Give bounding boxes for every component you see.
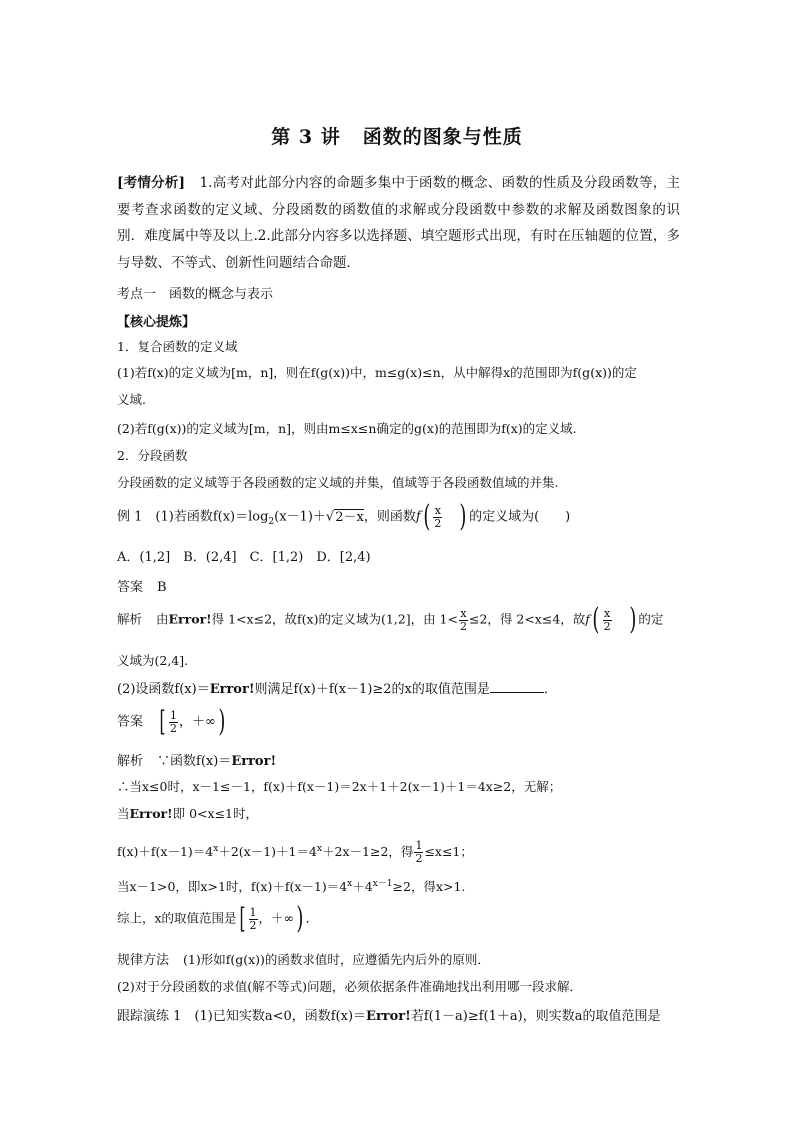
solution-2-conclusion [117, 901, 687, 936]
solution-2-line-3 [117, 840, 687, 865]
analysis-paragraph [117, 170, 680, 276]
left-paren: ( [422, 499, 431, 534]
s2l2-t1: 当 [117, 806, 130, 821]
solution-2-line-1: ∴当x≤0时，x－1≤－1，f(x)＋f(x－1)＝2x＋1＋2(x－1)＋1＝4x≥2，无解； [117, 779, 562, 794]
method-text: (1)形如f(g(x))的函数求值时，应遵循先内后外的原则． [183, 952, 490, 967]
summary-item-1-2: (2)若f(g(x))的定义域为[m，n]，则由m≤x≤n确定的g(x)的范围即为f(x)的定义域. [117, 421, 577, 436]
s2l4-t1: 当x－1>0，即x>1时，f(x)＋f(x－1)＝4 [117, 879, 348, 895]
right-paren: ) [218, 704, 226, 739]
sol2-t1: ∵函数f(x)＝ [157, 754, 232, 769]
s2l4-t2: ＋4 [352, 879, 373, 895]
track-t1: 跟踪演练 1 (1)已知实数a<0，函数f(x)＝ [117, 1009, 367, 1024]
answer-1 [117, 576, 687, 595]
method-tip [117, 949, 687, 968]
sol1-t4: 的定 [638, 611, 664, 627]
left-bracket: [ [239, 902, 246, 935]
ex1-sqrt-content: 2－x [335, 509, 364, 525]
ans2-fraction [169, 710, 178, 735]
left-paren: ( [592, 602, 600, 637]
ex1-mid: ，则函数 [363, 509, 416, 525]
s2l3-t2: ＋2(x－1)＋1＝4 [218, 844, 317, 859]
answer-label: 答案 [117, 714, 144, 730]
summary-item-1-heading: 1．复合函数的定义域 [117, 339, 238, 354]
track-error: Error! [366, 1009, 411, 1024]
s2l3-frac-num: 1 [415, 839, 423, 852]
solution-1 [117, 602, 687, 637]
ex1-fx: f(x)＝log [212, 509, 269, 525]
sol1-f: f [585, 611, 590, 627]
s2l4-t3: ≥2，得x>1. [392, 879, 466, 895]
solution-label: 解析 [117, 754, 144, 769]
q2-t3: ． [543, 682, 557, 697]
q2-t1: (2)设函数f(x)＝ [117, 682, 210, 697]
right-paren: ) [459, 499, 467, 534]
answer-label: 答案 [117, 580, 144, 595]
ans2-rest: ，＋∞ [178, 714, 216, 730]
sol1-fraction-2 [603, 608, 612, 633]
sol1-error: Error! [168, 611, 212, 627]
lecture-title: 函数的图象与性质 [362, 126, 523, 148]
q2-t2: 则满足f(x)＋f(x－1)≥2的x的取值范围是 [254, 682, 490, 697]
s2l3-t1: f(x)＋f(x－1)＝4 [117, 844, 214, 859]
summary-item-1-1b: 义域. [117, 392, 146, 407]
ex1-prefix: 例 1 (1)若函数 [117, 509, 213, 525]
ex1-frac-num: x [434, 503, 441, 517]
sol2-error: Error! [231, 754, 277, 769]
s2l5-rest: ，＋∞ [258, 910, 294, 926]
s2l4-sup2: x－1 [372, 879, 393, 889]
solution-label: 解析 [117, 611, 143, 627]
s2l2-error: Error! [129, 806, 173, 821]
ex1-f: f [415, 509, 421, 525]
answer-blank [490, 680, 544, 693]
sol1-frac2-num: x [604, 606, 611, 620]
ex1-fraction [433, 505, 442, 530]
ans2-frac-den: 2 [169, 721, 177, 735]
s2l5-t1: 综上，x的取值范围是 [117, 910, 237, 926]
s2l5-frac-num: 1 [249, 905, 257, 919]
s2l3-frac-den: 2 [415, 852, 423, 865]
core-summary-heading: 【核心提炼】 [117, 315, 196, 330]
summary-item-2-text: 分段函数的定义域等于各段函数的定义域的并集，值域等于各段函数值域的并集. [117, 475, 559, 490]
answer-value: B [157, 580, 167, 595]
lecture-number: 第 3 讲 [271, 126, 341, 148]
ans2-frac-num: 1 [169, 708, 177, 722]
solution-2-line-2 [117, 804, 687, 822]
ex1-log-base: 2 [268, 517, 275, 528]
ex1-frac-den: 2 [434, 516, 442, 530]
page-title [0, 122, 794, 149]
s2l3-t3: ＋2x－1≥2，得 [322, 844, 414, 859]
solution-2 [117, 750, 687, 769]
right-paren: ) [629, 602, 637, 637]
s2l3-sup2: x [316, 843, 323, 854]
s2l3-t4: ≤x≤1； [424, 844, 473, 859]
analysis-label: [考情分析] [117, 175, 186, 191]
example-1-part-2 [117, 678, 687, 697]
track-t2: 若f(1－a)≥f(1＋a)，则实数a的取值范围是 [410, 1009, 661, 1024]
s2l4-sup1: x [347, 879, 353, 889]
sol1-t3: ≤2，得 2<x≤4，故 [468, 611, 586, 627]
left-bracket: [ [159, 705, 166, 738]
sol1-t2: 得 1<x≤2，故f(x)的定义域为(1,2]，由 1< [211, 611, 458, 627]
sol1-t1: 由 [156, 611, 169, 627]
summary-item-2-heading: 2．分段函数 [117, 448, 188, 463]
solution-2-line-4 [117, 876, 687, 895]
example-1-question [117, 499, 687, 534]
sol1-frac-den: 2 [459, 619, 467, 633]
s2l2-t2: 即 0<x≤1时， [172, 806, 259, 821]
ex1-suffix: 的定义域为( ) [469, 509, 571, 525]
solution-1-continued: 义域为(2,4]. [117, 653, 189, 668]
s2l5-end: ． [305, 910, 319, 926]
sol1-frac-num: x [460, 606, 467, 620]
analysis-text: 1.高考对此部分内容的命题多集中于函数的概念、函数的性质及分段函数等，主要考查求函数的定义域、分段函数的函数值的求解或分段函数中参数的求解及函数图象的识别．难度属中等及以上.2.此部分内容多以选择题、填空题形式出现，有时在压轴题的位置，多与导数、不等式、创新性问题结合命题． [117, 175, 680, 271]
sol1-fraction [459, 608, 468, 633]
section-heading: 考点一 函数的概念与表示 [117, 287, 274, 302]
answer-2 [117, 704, 687, 739]
s2l3-sup1: x [213, 843, 219, 854]
example-1-options: A．(1,2] B．(2,4] C．[1,2) D．[2,4) [117, 550, 371, 565]
right-paren: ) [296, 901, 304, 936]
practice-1 [117, 1005, 687, 1024]
sol1-frac2-den: 2 [603, 619, 611, 633]
q2-error: Error! [209, 682, 255, 697]
method-label: 规律方法 [117, 953, 170, 968]
s2l5-frac-den: 2 [249, 918, 257, 932]
method-tip-2: (2)对于分段函数的求值(解不等式)问题，必须依据条件准确地找出利用哪一段求解． [117, 979, 582, 994]
s2l3-fraction [414, 840, 423, 865]
summary-item-1-1a: (1)若f(x)的定义域为[m，n]，则在f(g(x))中，m≤g(x)≤n，从中解得x的范围即为f(g(x))的定 [117, 365, 637, 380]
ex1-arg: (x－1)＋ [274, 509, 326, 525]
s2l5-fraction [249, 907, 258, 932]
sqrt-symbol: √ [325, 509, 335, 525]
